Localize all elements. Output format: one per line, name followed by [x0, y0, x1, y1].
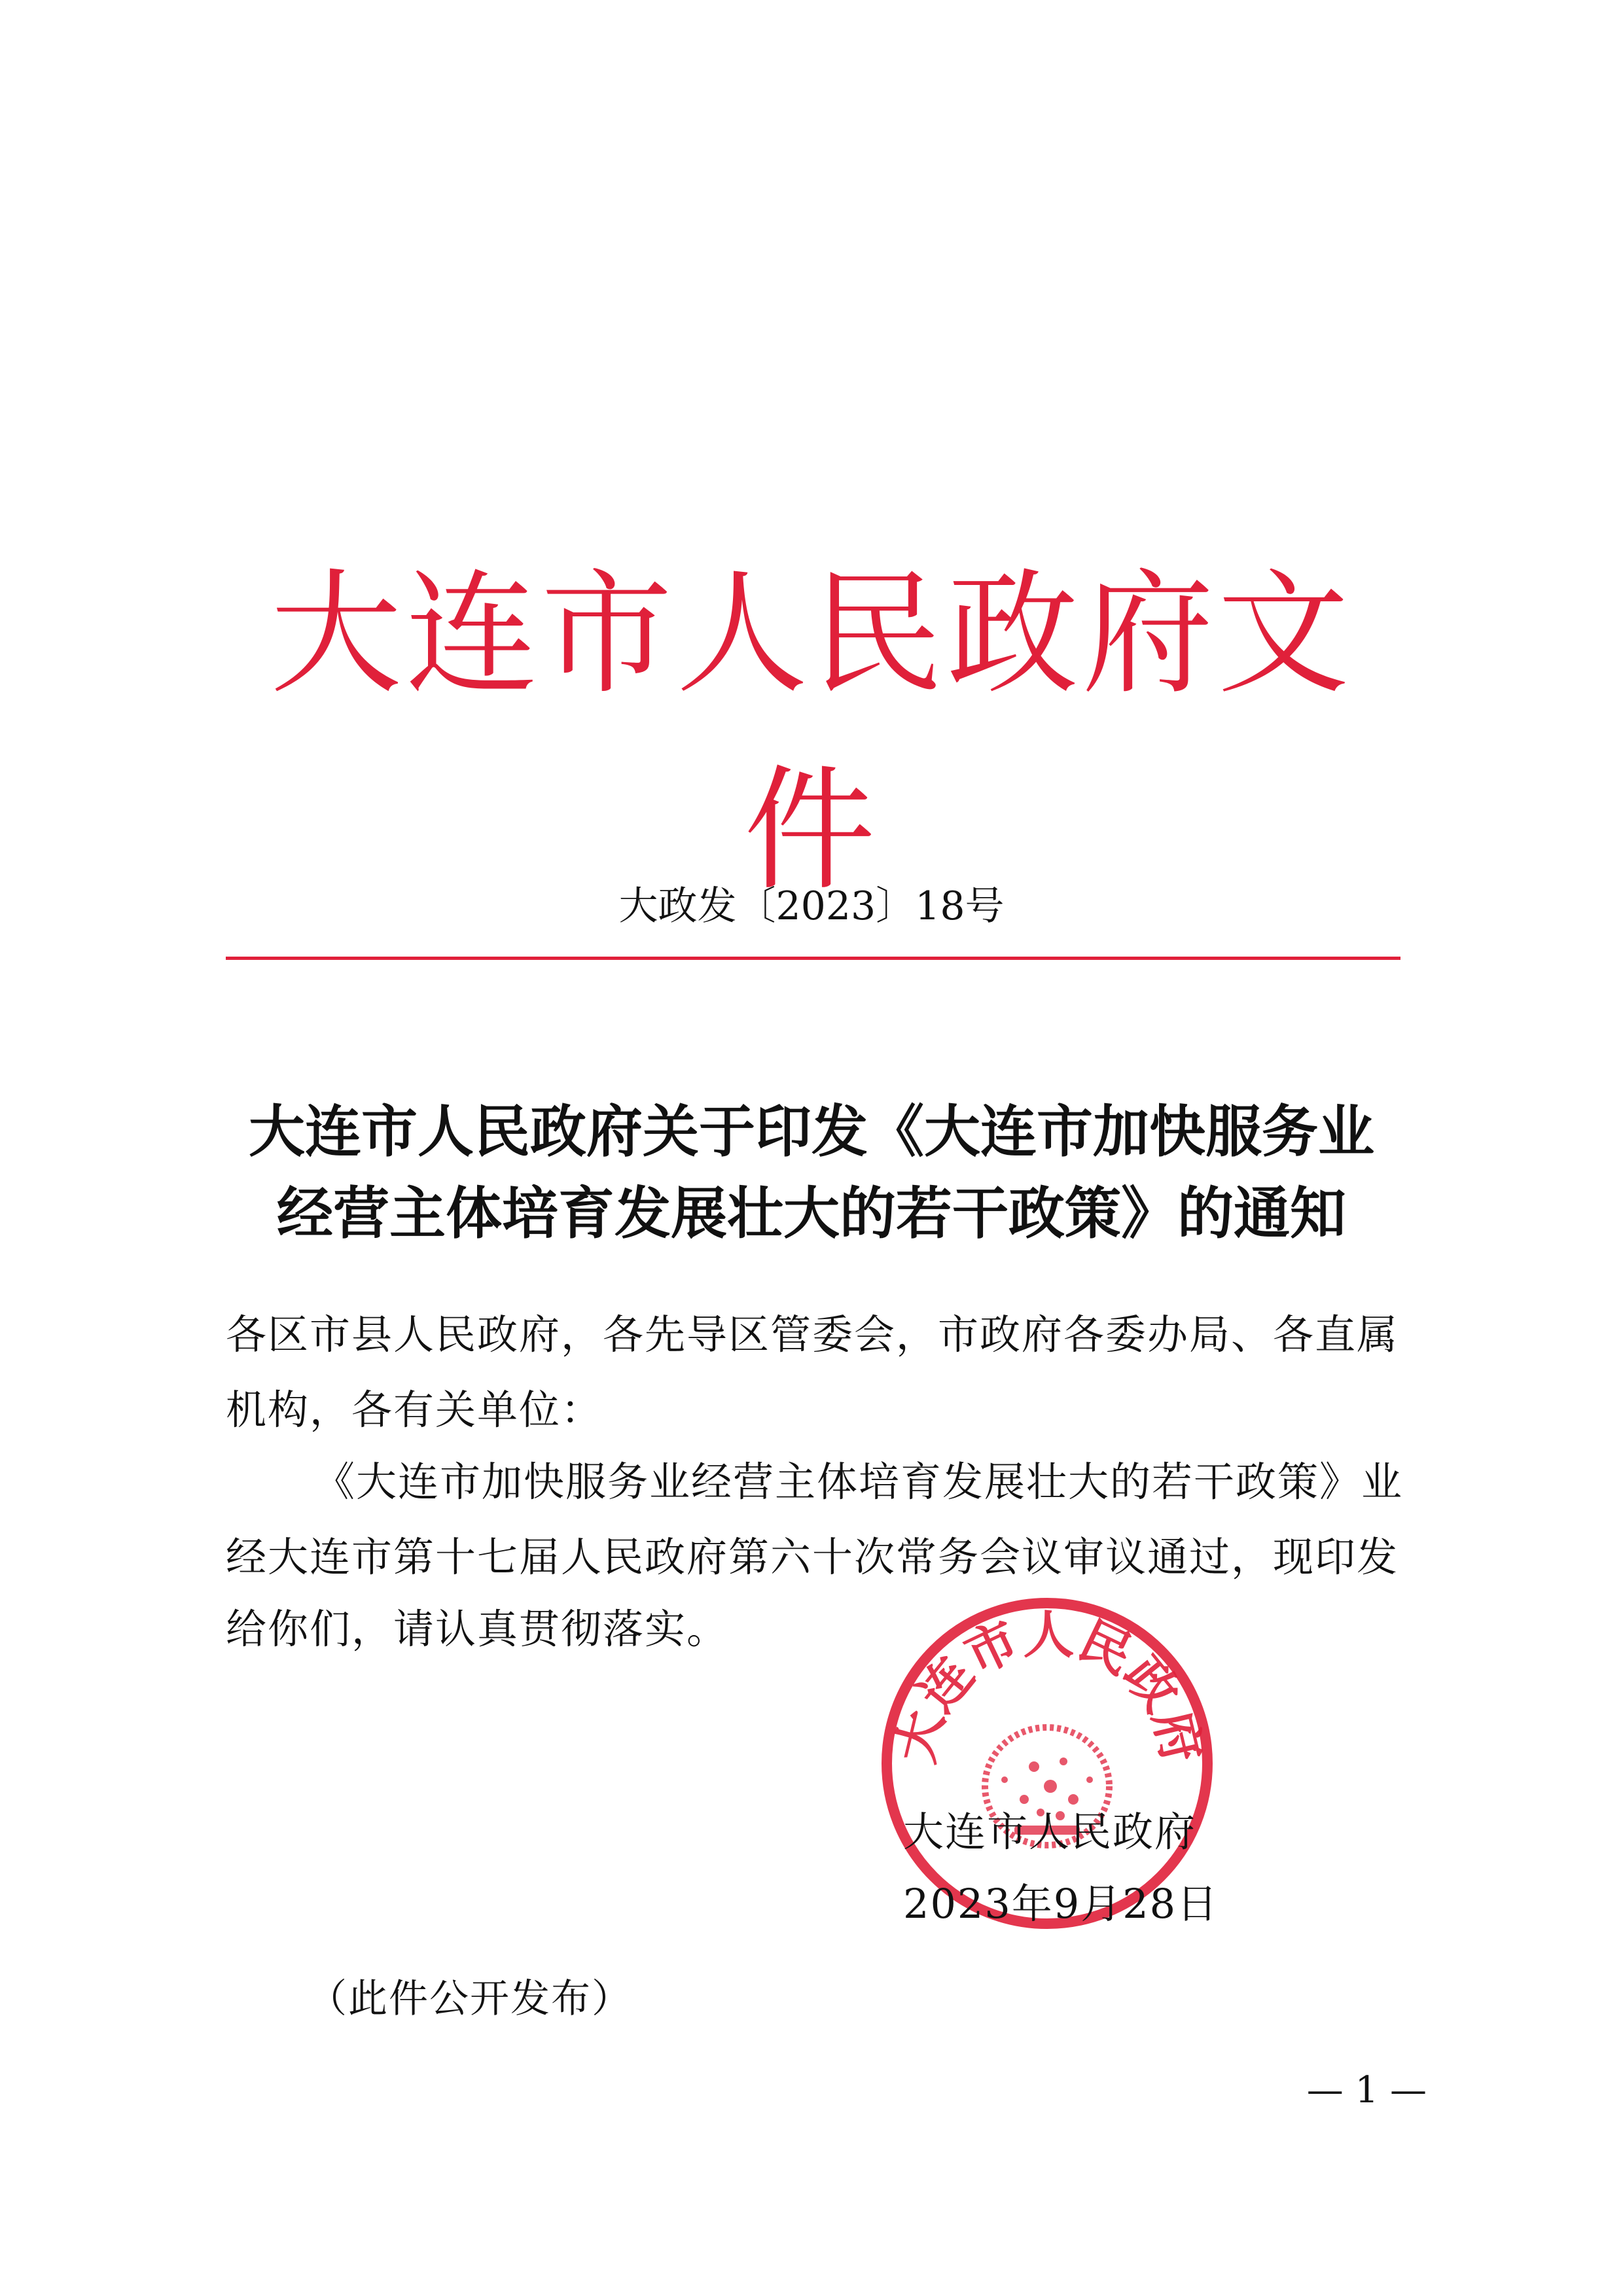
addressee-line-2: 机构，各有关单位： — [226, 1386, 603, 1434]
document-title-line-1: 大连市人民政府关于印发《大连市加快服务业 — [249, 1099, 1374, 1165]
body-paragraph-line-3: 给你们，请认真贯彻落实。 — [226, 1605, 729, 1653]
issuer-name: 大连市人民政府 — [903, 1808, 1197, 1856]
publication-note: （此件公开发布） — [308, 1976, 632, 2022]
addressee-line-1: 各区市县人民政府，各先导区管委会，市政府各委办局、各直属 — [226, 1311, 1399, 1358]
document-title-line-2: 经营主体培育发展壮大的若干政策》的通知 — [277, 1181, 1346, 1246]
red-separator-line — [226, 957, 1400, 960]
seal-text: 大连市人民政府 — [885, 1605, 1212, 1769]
document-number: 大政发〔2023〕18号 — [618, 883, 1005, 929]
page-number: — 1 — — [1306, 2069, 1427, 2111]
svg-text:大连市人民政府 — [885, 1606, 1212, 1769]
document-masthead: 大连市人民政府文件 — [270, 557, 1353, 909]
body-paragraph-line-2: 经大连市第十七届人民政府第六十次常务会议审议通过，现印发 — [226, 1533, 1399, 1581]
body-paragraph-line-1: 《大连市加快服务业经营主体培育发展壮大的若干政策》业 — [314, 1458, 1404, 1506]
issue-date: 2023年9月28日 — [903, 1880, 1219, 1928]
